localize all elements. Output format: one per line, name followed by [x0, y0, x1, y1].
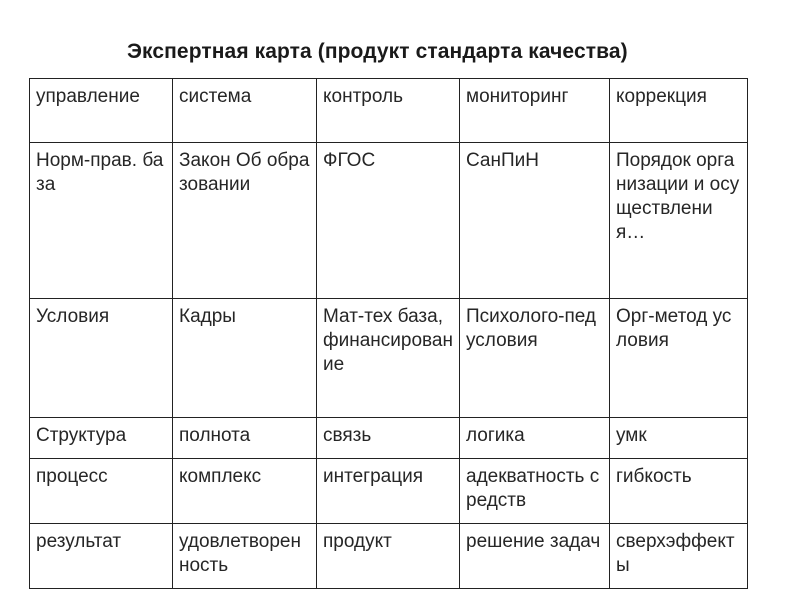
- table-cell: Порядок организации и осуществления…: [610, 143, 748, 299]
- table-cell: продукт: [317, 524, 460, 589]
- table-cell: полнота: [173, 418, 317, 459]
- table-cell: интеграция: [317, 459, 460, 524]
- table-cell: Психолого-пед условия: [460, 299, 610, 418]
- table-cell: адекватность средств: [460, 459, 610, 524]
- table-row: [30, 524, 748, 589]
- table-cell: комплекс: [173, 459, 317, 524]
- table-cell: Закон Об образовании: [173, 143, 317, 299]
- table-cell: процесс: [30, 459, 173, 524]
- table-cell: система: [173, 79, 317, 143]
- table-row: [30, 459, 748, 524]
- table-cell: связь: [317, 418, 460, 459]
- table-cell: СанПиН: [460, 143, 610, 299]
- table-cell: решение задач: [460, 524, 610, 589]
- table-cell: коррекция: [610, 79, 748, 143]
- table-row: [30, 79, 748, 143]
- table-cell: Структура: [30, 418, 173, 459]
- table-row: [30, 418, 748, 459]
- table-cell: Кадры: [173, 299, 317, 418]
- table-cell: умк: [610, 418, 748, 459]
- table-cell: контроль: [317, 79, 460, 143]
- table-row: [30, 299, 748, 418]
- table-cell: удовлетворенность: [173, 524, 317, 589]
- table-cell: ФГОС: [317, 143, 460, 299]
- table-cell: Орг-метод условия: [610, 299, 748, 418]
- table-cell: управление: [30, 79, 173, 143]
- table-cell: результат: [30, 524, 173, 589]
- page-title: Экспертная карта (продукт стандарта качества): [127, 40, 628, 63]
- table-cell: гибкость: [610, 459, 748, 524]
- table-row: [30, 143, 748, 299]
- table-cell: логика: [460, 418, 610, 459]
- table-cell: Мат-тех база, финансирование: [317, 299, 460, 418]
- table-cell: Условия: [30, 299, 173, 418]
- table-cell: Норм-прав. база: [30, 143, 173, 299]
- expert-map-table: [29, 78, 748, 589]
- table-cell: сверхэффекты: [610, 524, 748, 589]
- table-cell: мониторинг: [460, 79, 610, 143]
